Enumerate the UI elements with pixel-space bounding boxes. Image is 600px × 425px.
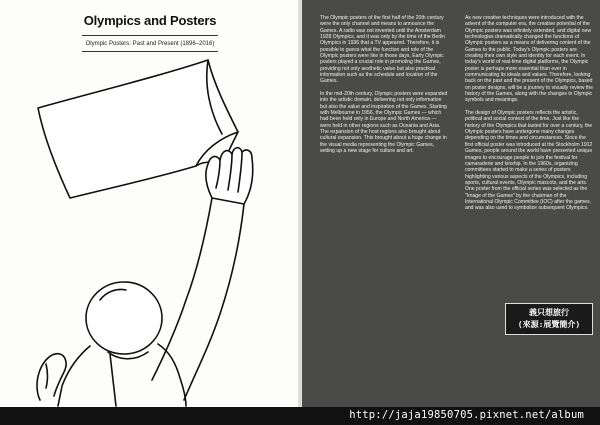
watermark-stamp bbox=[505, 303, 593, 335]
album-url: http://jaja19850705.pixnet.net/album bbox=[349, 409, 584, 421]
stamp-line-1: 義只想旅行 bbox=[529, 308, 569, 317]
text-column-1 bbox=[320, 15, 448, 161]
paragraph: The Olympic posters of the first half of the 20th century were the only channel and means to announce the Games. A radio was not invented until the Amsterdam 1928 Olympics, and it was only by the time of the Berlin Olympics in 1936 that a TV appeared. Therefore, it is possible to guess what the function and role of the Olympic posters were like in those days. Early Olympic posters played a crucial role in promoting the Games, providing not only aesthetic value but also practical information such as the schedule and location of the Games. bbox=[320, 15, 446, 85]
paragraph: As new creative techniques were introduced with the advent of the computer era, the creative potential of the Olympic posters was infinitely extended, and digital new technologies dramatically changed the functions of Olympic posters as a means of delivering content of the Games to the public. Today's Olympic posters are creating their own style and identity for each event. In today's world of real-time digital platforms, the Olympic poster is perhaps more essential than ever in communicating its ideals and values. Therefore, looking back on the past and the present of the Olympics, based on poster designs, will be a journey to visually review the history of the Games, along with the changes in Olympic symbols and meanings. bbox=[465, 15, 593, 104]
page-title: Olympics and Posters bbox=[83, 13, 217, 28]
paragraph: In the mid-20th century, Olympic posters were expanded into the artistic domain, delivering not only information but also the value and inspiration of the Games. Starting with Melbourne in 1956, the Olympic Games — which had been held only in Europe and North America — were held in other regions such as Oceania and Asia. The expansion of the host regions also brought about cultural expansion. This brought about a huge change in the visual media representing the Olympic Games, setting up a new stage for culture and art. bbox=[320, 91, 448, 155]
footer-bar bbox=[0, 407, 600, 425]
paragraph: The design of Olympic posters reflects the artistic, political and social context of the time. Just like the history of the Olympics that lasted for over a century, the Olympic posters have undergone many changes depending on the times and circumstances. Since the first official poster was introduced at the Stockholm 1912 Games, people around the world have presented unique images to encourage people to join the festival for camaraderie and kinship. In the 1960s, organizing committees started to make a series of posters highlighting various aspects of the Olympics, including sports, cultural events, Olympic mascots, and the arts. One poster from the official series was selected as the "Image of the Games" by the chairman of the International Olympic Committee (IOC) after the games, and was also used to symbolize subsequent Olympics. bbox=[465, 110, 593, 212]
page-subtitle: Olympic Posters: Past and Present (1896–2016) bbox=[85, 41, 215, 47]
stamp-line-2: (來源:展覽簡介) bbox=[517, 320, 581, 329]
text-column-2 bbox=[465, 15, 593, 218]
